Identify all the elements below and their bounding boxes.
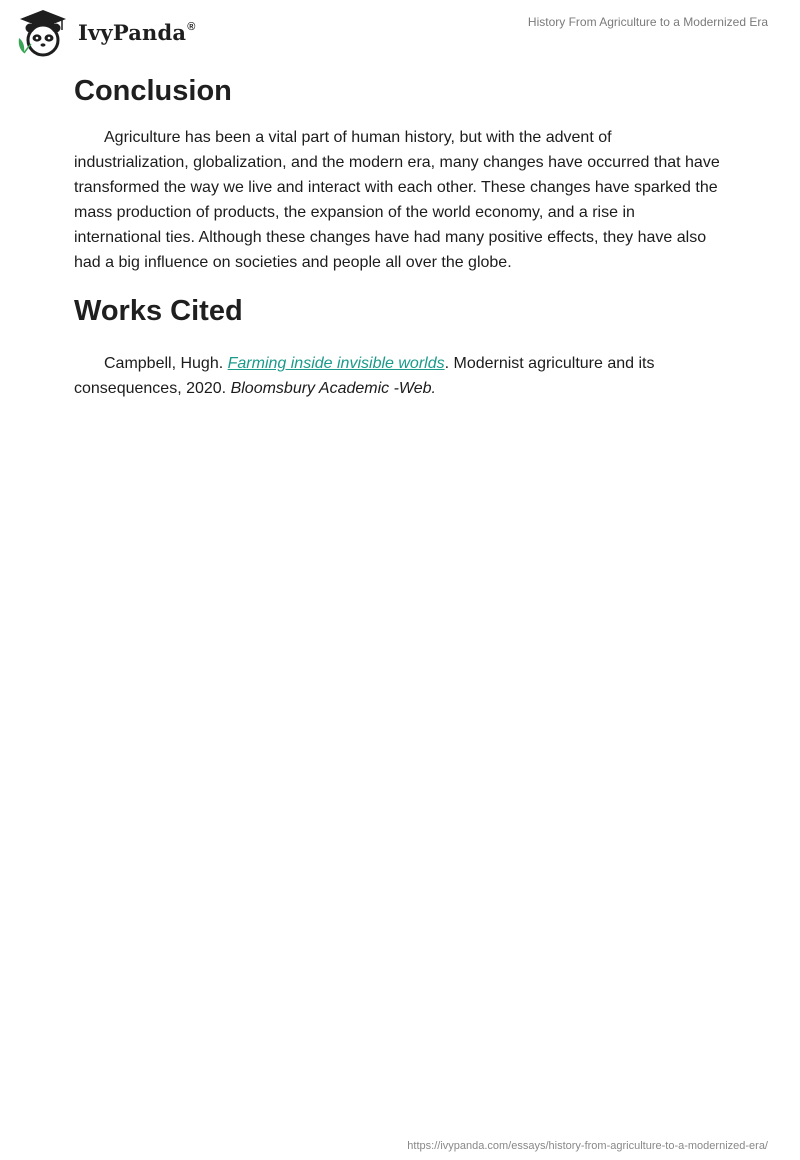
conclusion-section <box>74 70 726 275</box>
registered-mark: ® <box>187 20 196 33</box>
citation-title-link[interactable]: Farming inside invisible worlds <box>227 355 445 372</box>
conclusion-paragraph: Agriculture has been a vital part of human history, but with the advent of industrialization, globalization, and the modern era, many changes have occurred that have transformed the way we live and interact with each other. These changes have sparked the mass production of products, the expansion of the world economy, and a rise in international ties. Although these changes have had many positive effects, they have also had a big influence on societies and people all over the globe. <box>74 129 720 271</box>
ivypanda-logo[interactable] <box>14 8 196 58</box>
citation-publisher: Bloomsbury Academic -Web. <box>230 380 436 397</box>
logo-wordmark: IvyPanda® <box>78 19 196 45</box>
works-cited-section <box>74 290 726 401</box>
citation-author: Campbell, Hugh. <box>104 355 228 372</box>
footer-url[interactable]: https://ivypanda.com/essays/history-from-agriculture-to-a-modernized-era/ <box>407 1140 768 1152</box>
panda-graduate-icon <box>14 8 72 58</box>
running-title: History From Agriculture to a Modernized Era <box>527 15 768 29</box>
page-header <box>0 0 800 60</box>
essay-content <box>74 70 726 401</box>
citation-details: . Modernist agriculture and its consequences, 2020. <box>74 355 655 397</box>
conclusion-heading: Conclusion <box>74 75 232 107</box>
works-cited-heading: Works Cited <box>74 295 243 327</box>
citation-entry <box>74 351 726 401</box>
